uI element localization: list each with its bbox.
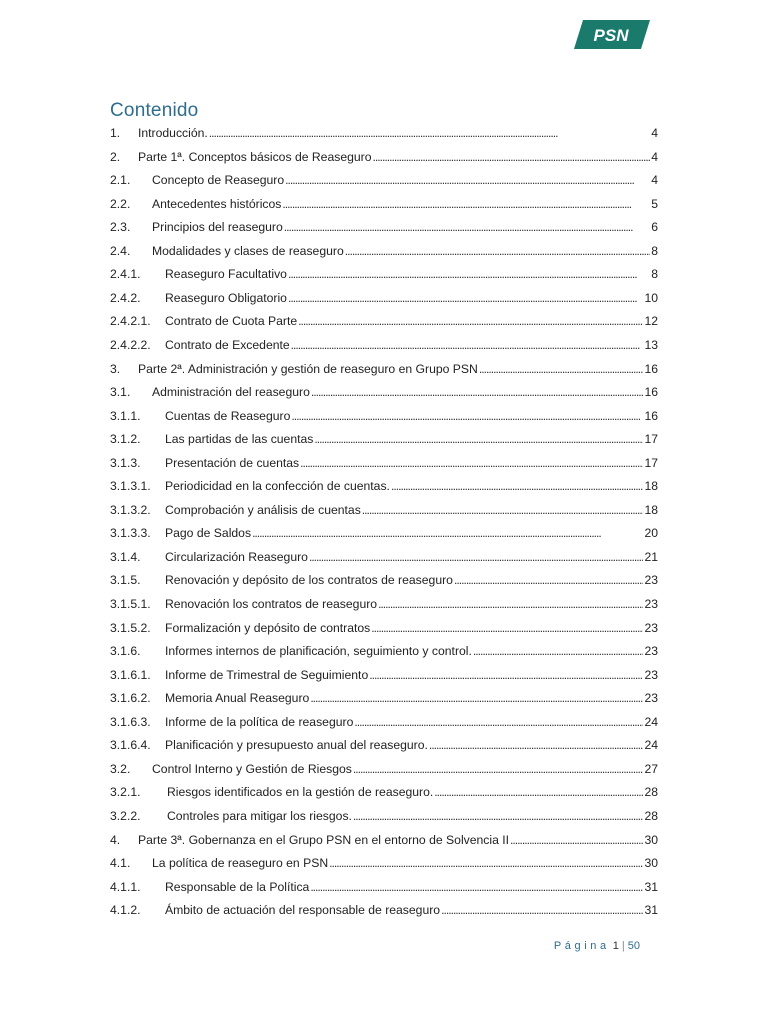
- toc-entry-title: Reaseguro Obligatorio: [165, 290, 287, 305]
- toc-entry-number: 4.1.: [110, 856, 131, 871]
- toc-entry-number: 3.1.6.3.: [110, 714, 151, 729]
- toc-entry-number: 3.1.6.: [110, 644, 141, 659]
- toc-dot-leader: [314, 430, 643, 448]
- toc-dot-leader: [291, 336, 644, 354]
- toc-dot-leader: [353, 807, 644, 825]
- toc-entry-title: Parte 3ª. Gobernanza en el Grupo PSN en el entorno de Solvencia II: [138, 832, 510, 847]
- toc-dot-leader: [284, 218, 650, 236]
- toc-entry[interactable]: [110, 171, 658, 189]
- page-footer: [540, 940, 640, 952]
- toc-dot-leader: [429, 736, 644, 754]
- toc-entry-title: Periodicidad en la confección de cuentas.: [165, 479, 390, 494]
- toc-entry-title: Modalidades y clases de reaseguro: [152, 243, 344, 258]
- toc-dot-leader: [310, 878, 643, 896]
- toc-entry-title: Renovación y depósito de los contratos de reaseguro: [165, 573, 453, 588]
- toc-entry-page: 6: [651, 220, 658, 235]
- toc-entry[interactable]: [110, 571, 658, 589]
- footer-separator: |: [621, 940, 625, 952]
- toc-entry-number: 3.2.: [110, 761, 131, 776]
- toc-entry-page: 16: [644, 385, 658, 400]
- toc-entry-number: 2.4.2.1.: [110, 314, 151, 329]
- toc-entry-number: 1.: [110, 126, 121, 140]
- toc-dot-leader: [300, 454, 643, 472]
- toc-entry-number: 3.1.2.: [110, 432, 141, 447]
- toc-entry-number: 4.1.2.: [110, 903, 141, 918]
- toc-entry-title: Informe de la política de reaseguro: [165, 714, 354, 729]
- psn-logo-icon: [574, 20, 650, 49]
- toc-entry-number: 4.1.1.: [110, 879, 141, 894]
- toc-entry-page: 8: [651, 267, 658, 282]
- toc-entry-page: 17: [644, 455, 658, 470]
- toc-entry-page: 4: [651, 173, 658, 188]
- toc-title: Contenido: [110, 100, 199, 121]
- toc-entry[interactable]: [110, 595, 658, 613]
- toc-entry-title: Responsable de la Política: [165, 879, 310, 894]
- toc-entry-number: 3.1.5.2.: [110, 620, 151, 635]
- toc-entry-title: Informes internos de planificación, seguimiento y control.: [165, 644, 472, 659]
- toc-entry[interactable]: [110, 642, 658, 660]
- toc-entry-page: 28: [644, 785, 658, 800]
- toc-dot-leader: [434, 783, 643, 801]
- toc-entry-number: 3.1.3.2.: [110, 502, 151, 517]
- toc-entry-title: La política de reaseguro en PSN: [152, 856, 329, 871]
- toc-entry-page: 10: [644, 290, 658, 305]
- toc-entry[interactable]: [110, 878, 658, 896]
- toc-entry-title: Riesgos identificados en la gestión de reaseguro.: [167, 785, 434, 800]
- toc-entry-number: 3.1.6.1.: [110, 667, 151, 682]
- psn-logo: [574, 20, 650, 49]
- toc-entry[interactable]: [110, 407, 658, 425]
- toc-entry[interactable]: [110, 430, 658, 448]
- toc-entry[interactable]: [110, 312, 658, 330]
- toc-entry[interactable]: [110, 501, 658, 519]
- toc-entry-number: 3.2.2.: [110, 808, 141, 823]
- toc-entry[interactable]: [110, 783, 658, 801]
- toc-entry-page: 23: [644, 667, 658, 682]
- toc-entry-page: 23: [644, 597, 658, 611]
- toc-entry-title: Controles para mitigar los riesgos.: [167, 808, 352, 823]
- toc-entry[interactable]: [110, 454, 658, 472]
- toc-entry-number: 2.: [110, 149, 121, 164]
- toc-entry-page: 31: [644, 903, 658, 918]
- toc-entry-page: 23: [644, 620, 658, 635]
- toc-entry-number: 3.1.3.: [110, 455, 141, 470]
- toc-entry-page: 30: [644, 856, 658, 871]
- toc-entry-page: 4: [651, 126, 658, 140]
- toc-dot-leader: [288, 265, 650, 283]
- toc-entry-title: Cuentas de Reaseguro: [165, 408, 291, 423]
- toc-dot-leader: [354, 713, 643, 731]
- toc-dot-leader: [282, 195, 650, 213]
- toc-entry-number: 3.: [110, 361, 121, 376]
- toc-entry-page: 21: [644, 549, 658, 564]
- toc-entry-number: 3.1.4.: [110, 549, 141, 564]
- toc-dot-leader: [209, 124, 650, 142]
- toc-entry-page: 23: [644, 691, 658, 706]
- toc-entry-title: Renovación los contratos de reaseguro: [165, 597, 378, 611]
- toc-entry[interactable]: [110, 760, 658, 778]
- toc-entry-title: Principios del reaseguro: [152, 220, 283, 235]
- toc-entry-page: 18: [644, 502, 658, 517]
- toc-entry-page: 28: [644, 808, 658, 823]
- toc-dot-leader: [285, 171, 650, 189]
- toc-entry-title: Reaseguro Facultativo: [165, 267, 287, 282]
- toc-entry-title: Contrato de Excedente: [165, 337, 290, 352]
- toc-dot-leader: [454, 571, 643, 589]
- toc-entry-title: Memoria Anual Reaseguro: [165, 691, 310, 706]
- toc-entry-title: Presentación de cuentas: [165, 455, 300, 470]
- toc-entry-page: 8: [651, 243, 658, 258]
- toc-entry[interactable]: [110, 736, 658, 754]
- toc-entry-title: Informe de Trimestral de Seguimiento: [165, 667, 369, 682]
- toc-entry[interactable]: [110, 124, 658, 142]
- toc-dot-leader: [309, 548, 644, 566]
- toc-entry-number: 3.1.5.1.: [110, 597, 151, 611]
- toc-entry-number: 2.1.: [110, 173, 131, 188]
- toc-dot-leader: [479, 360, 644, 378]
- toc-entry-title: Concepto de Reaseguro: [152, 173, 285, 188]
- toc-entry-page: 31: [644, 879, 658, 894]
- toc-entry-title: Pago de Saldos: [165, 526, 252, 541]
- toc-entry-title: Circularización Reaseguro: [165, 549, 308, 564]
- toc-dot-leader: [311, 383, 644, 401]
- svg-text:PSN: PSN: [593, 26, 629, 45]
- toc-entry-page: 30: [644, 832, 658, 847]
- toc-entry-number: 2.4.2.2.: [110, 337, 151, 352]
- toc-entry[interactable]: [110, 548, 658, 566]
- toc-entry-page: 16: [644, 408, 658, 423]
- toc-dot-leader: [353, 760, 644, 778]
- toc-entry-number: 2.3.: [110, 220, 131, 235]
- toc-entry-page: 18: [644, 479, 658, 494]
- toc-entry-title: Parte 1ª. Conceptos básicos de Reaseguro: [138, 149, 372, 164]
- toc-entry-page: 17: [644, 432, 658, 447]
- footer-page-label: Página: [553, 940, 610, 952]
- toc-entry[interactable]: [110, 689, 658, 707]
- toc-entry-title: Planificación y presupuesto anual del reaseguro.: [165, 738, 428, 753]
- toc-entry[interactable]: [110, 383, 658, 401]
- toc-entry[interactable]: [110, 854, 658, 872]
- toc-entry-page: 23: [644, 573, 658, 588]
- toc-entry-page: 27: [644, 761, 658, 776]
- toc-entry-number: 3.1.: [110, 385, 131, 400]
- toc-entry-title: Administración del reaseguro: [152, 385, 310, 400]
- toc-entry[interactable]: [110, 336, 658, 354]
- toc-dot-leader: [329, 854, 643, 872]
- toc-dot-leader: [378, 595, 643, 613]
- toc-entry-number: 3.1.5.: [110, 573, 141, 588]
- toc-entry-page: 24: [644, 714, 658, 729]
- toc-entry[interactable]: [110, 360, 658, 378]
- toc-entry-title: Las partidas de las cuentas: [165, 432, 314, 447]
- toc-entry-number: 2.4.: [110, 243, 131, 258]
- toc-entry-page: 4: [651, 149, 658, 164]
- toc-entry-page: 13: [644, 337, 658, 352]
- toc-dot-leader: [473, 642, 644, 660]
- toc-entry[interactable]: [110, 713, 658, 731]
- toc-entry-title: Control Interno y Gestión de Riesgos: [152, 761, 352, 776]
- toc-dot-leader: [288, 289, 643, 307]
- toc-entry-title: Formalización y depósito de contratos: [165, 620, 371, 635]
- toc-dot-leader: [345, 242, 650, 260]
- toc-dot-leader: [252, 524, 643, 542]
- toc-entry-page: 5: [651, 196, 658, 211]
- toc-entry[interactable]: [110, 195, 658, 213]
- toc-entry-title: Antecedentes históricos: [152, 196, 282, 211]
- toc-entry[interactable]: [110, 619, 658, 637]
- toc-dot-leader: [298, 312, 643, 330]
- toc-entry-title: Ámbito de actuación del responsable de reaseguro: [165, 903, 441, 918]
- toc-dot-leader: [310, 689, 643, 707]
- toc-dot-leader: [362, 501, 644, 519]
- toc-entry-number: 2.4.1.: [110, 267, 141, 282]
- toc-entry-number: 3.1.3.1.: [110, 479, 151, 494]
- toc-entry-title: Introducción.: [138, 126, 208, 140]
- toc-dot-leader: [441, 901, 643, 919]
- toc-entry[interactable]: [110, 901, 658, 919]
- toc-dot-leader: [391, 477, 643, 495]
- toc-entry-title: Comprobación y análisis de cuentas: [165, 502, 361, 517]
- toc-entry-page: 12: [644, 314, 658, 329]
- toc-entry-page: 20: [644, 526, 658, 541]
- toc-entry[interactable]: [110, 831, 658, 849]
- toc-entry-page: 24: [644, 738, 658, 753]
- toc-entry-number: 3.2.1.: [110, 785, 141, 800]
- toc-entry-number: 2.4.2.: [110, 290, 141, 305]
- toc-entry[interactable]: [110, 524, 658, 542]
- toc-dot-leader: [291, 407, 643, 425]
- footer-page-total: 50: [627, 940, 640, 952]
- toc-entry-number: 2.2.: [110, 196, 131, 211]
- toc-entry[interactable]: [110, 218, 658, 236]
- toc-entry[interactable]: [110, 289, 658, 307]
- toc-entry-page: 16: [644, 361, 658, 376]
- toc-entry-number: 3.1.6.2.: [110, 691, 151, 706]
- toc-entry-title: Contrato de Cuota Parte: [165, 314, 298, 329]
- toc-entry[interactable]: [110, 666, 658, 684]
- footer-page-number: 1: [612, 940, 619, 952]
- toc-entry-number: 3.1.1.: [110, 408, 141, 423]
- toc-dot-leader: [510, 831, 643, 849]
- toc-entry-number: 3.1.3.3.: [110, 526, 151, 541]
- toc-entry[interactable]: [110, 477, 658, 495]
- toc-dot-leader: [371, 619, 643, 637]
- toc-entry-number: 4.: [110, 832, 121, 847]
- toc-entry[interactable]: [110, 807, 658, 825]
- toc-dot-leader: [369, 666, 643, 684]
- toc-entry-number: 3.1.6.4.: [110, 738, 151, 753]
- toc-entry[interactable]: [110, 148, 658, 166]
- toc-dot-leader: [373, 148, 651, 166]
- toc-entry-page: 23: [644, 644, 658, 659]
- toc-entry[interactable]: [110, 265, 658, 283]
- toc-entry-title: Parte 2ª. Administración y gestión de reaseguro en Grupo PSN: [138, 361, 478, 376]
- toc-entry[interactable]: [110, 242, 658, 260]
